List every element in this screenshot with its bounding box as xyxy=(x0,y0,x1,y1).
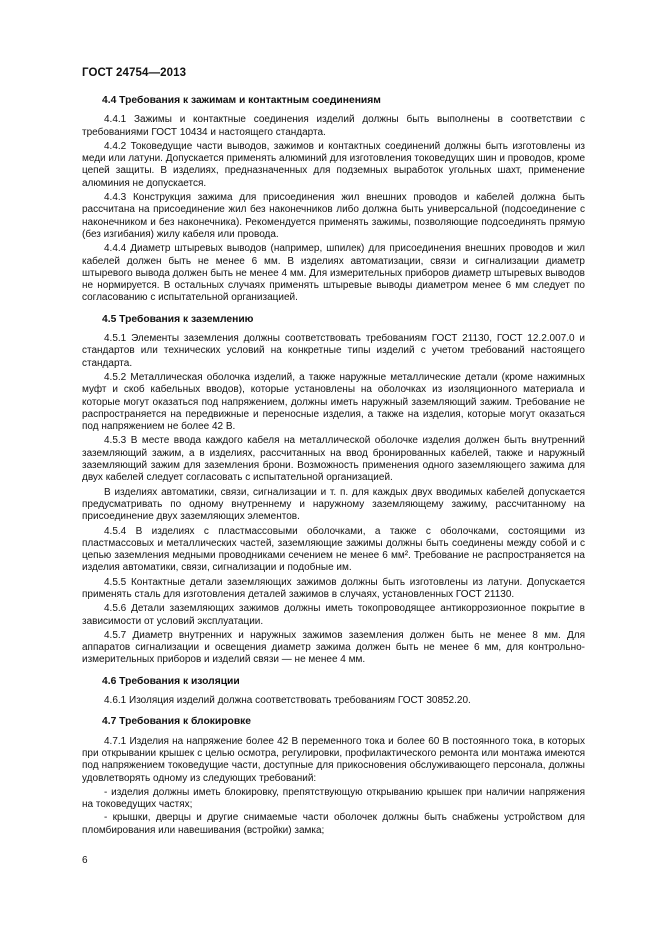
section-heading-4-4: 4.4 Требования к зажимам и контактным соединениям xyxy=(102,95,381,106)
paragraph-4-4-1: 4.4.1 Зажимы и контактные соединения изделий должны быть выполнены в соответствии с требованиями ГОСТ 10434 и настоящего стандарта. xyxy=(82,114,585,138)
paragraph-4-4-3: 4.4.3 Конструкция зажима для присоединения жил внешних проводов и кабелей должна быть рассчитана на присоединение жил без наконечников либо должна быть универсальной (подсоединение с наконечником и без наконечника). Рекомендуется применять зажимы, позволяющие подсоединять прямую (без изгибания) жилу кабеля или провода. xyxy=(82,192,585,240)
paragraph-4-5-3: 4.5.3 В месте ввода каждого кабеля на металлической оболочке изделия должен быть внутренний заземляющий зажим, а в изделиях, рассчитанных на ввод бронированных кабелей, также и наружный заземляющий зажим для заземления брони. Возможность применения одного заземляющего зажима для двух кабелей следует согласовать с испытательной организацией. xyxy=(82,435,585,484)
paragraph-4-6-1: 4.6.1 Изоляция изделий должна соответствовать требованиям ГОСТ 30852.20. xyxy=(104,695,471,707)
paragraph-4-5-5: 4.5.5 Контактные детали заземляющих зажимов должны быть изготовлены из латуни. Допускается применять сталь для изготовления деталей зажимов в случаях, установленных ГОСТ 21130. xyxy=(82,576,585,600)
paragraph-4-4-2: 4.4.2 Токоведущие части выводов, зажимов и контактных соединений должны быть изготовлены из меди или латуни. Допускается применять алюминий для изготовления токоведущих шин и проводов, кроме цепей защиты. В изделиях, предназначенных для подземных выработок угольных шахт, применение алюминия не допускается. xyxy=(82,140,585,189)
document-header: ГОСТ 24754—2013 xyxy=(82,67,187,79)
list-item: - изделия должны иметь блокировку, препятствующую открыванию крышек при наличии напряжения на токоведущих частях; xyxy=(82,786,585,811)
paragraph-4-7-1: 4.7.1 Изделия на напряжение более 42 В переменного тока и более 60 В постоянного тока, в которых при открывании крышек с целью осмотра, регулировки, профилактического ремонта или монтажа имеются под напряжением токоведущие части, доступные для прикосновения обслуживающего персонала, должны удовлетворять одному из следующих требований: xyxy=(82,735,585,784)
section-heading-4-6: 4.6 Требования к изоляции xyxy=(102,675,240,687)
document-body xyxy=(82,95,585,838)
paragraph-4-4-4: 4.4.4 Диаметр штыревых выводов (например, шпилек) для присоединения внешних проводов и жил кабелей должен быть не менее 6 мм. В изделиях автоматизации, связи и сигнализации диаметр штыревого вывода должен быть не менее 4 мм. Для измерительных приборов диаметр штыревых выводов не нормируется. В остальных случаях применять штыревые выводы диаметром менее 6 мм следует по согласованию с испытательной организацией. xyxy=(82,243,585,304)
list-item: - крышки, дверцы и другие снимаемые части оболочек должны быть снабжены устройством для пломбирования или навешивания (встройки) замка; xyxy=(82,812,585,836)
paragraph-4-5-4: 4.5.4 В изделиях с пластмассовыми оболочками, а также с оболочками, состоящими из пластмассовых и металлических частей, заземляющие зажимы должны быть соединены между собой и с цепью заземления медными проводниками сечением не менее 6 мм². Требование не распространяется на изделия автоматики, связи, сигнализации и подобные им. xyxy=(82,525,585,574)
paragraph-4-5-3-cont: В изделиях автоматики, связи, сигнализации и т. п. для каждых двух вводимых кабелей допускается предусматривать по одному внутреннему и наружному заземляющему зажиму, рассчитанному на присоединение двух заземляющих элементов. xyxy=(82,486,585,523)
page-number: 6 xyxy=(82,855,88,866)
section-heading-4-5: 4.5 Требования к заземлению xyxy=(102,313,254,325)
paragraph-4-5-7: 4.5.7 Диаметр внутренних и наружных зажимов заземления должен быть не менее 8 мм. Для аппаратов сигнализации и освещения диаметр зажима должен быть не менее 6 мм, для контрольно-измерительных приборов и изделий связи — не менее 4 мм. xyxy=(82,629,585,666)
section-heading-4-7: 4.7 Требования к блокировке xyxy=(102,716,252,728)
paragraph-4-5-1: 4.5.1 Элементы заземления должны соответствовать требованиям ГОСТ 21130, ГОСТ 12.2.007.0 и стандартов или технических условий на конкретные типы изделий с учетом требований настоящего стандарта. xyxy=(82,333,585,369)
paragraph-4-5-2: 4.5.2 Металлическая оболочка изделий, а также наружные металлические детали (кроме нажимных муфт и скоб кабельных вводов), которые установлены на оболочках из изоляционного материала и которые могут оказаться под напряжением, должны иметь наружный заземляющий зажим. Требование не распространяется на передвижные и переносные изделия, а также на изделия, которые могут оказаться под напряжением не более 42 В. xyxy=(82,371,585,433)
paragraph-4-5-6: 4.5.6 Детали заземляющих зажимов должны иметь токопроводящее антикоррозионное покрытие в зависимости от условий эксплуатации. xyxy=(82,603,585,627)
